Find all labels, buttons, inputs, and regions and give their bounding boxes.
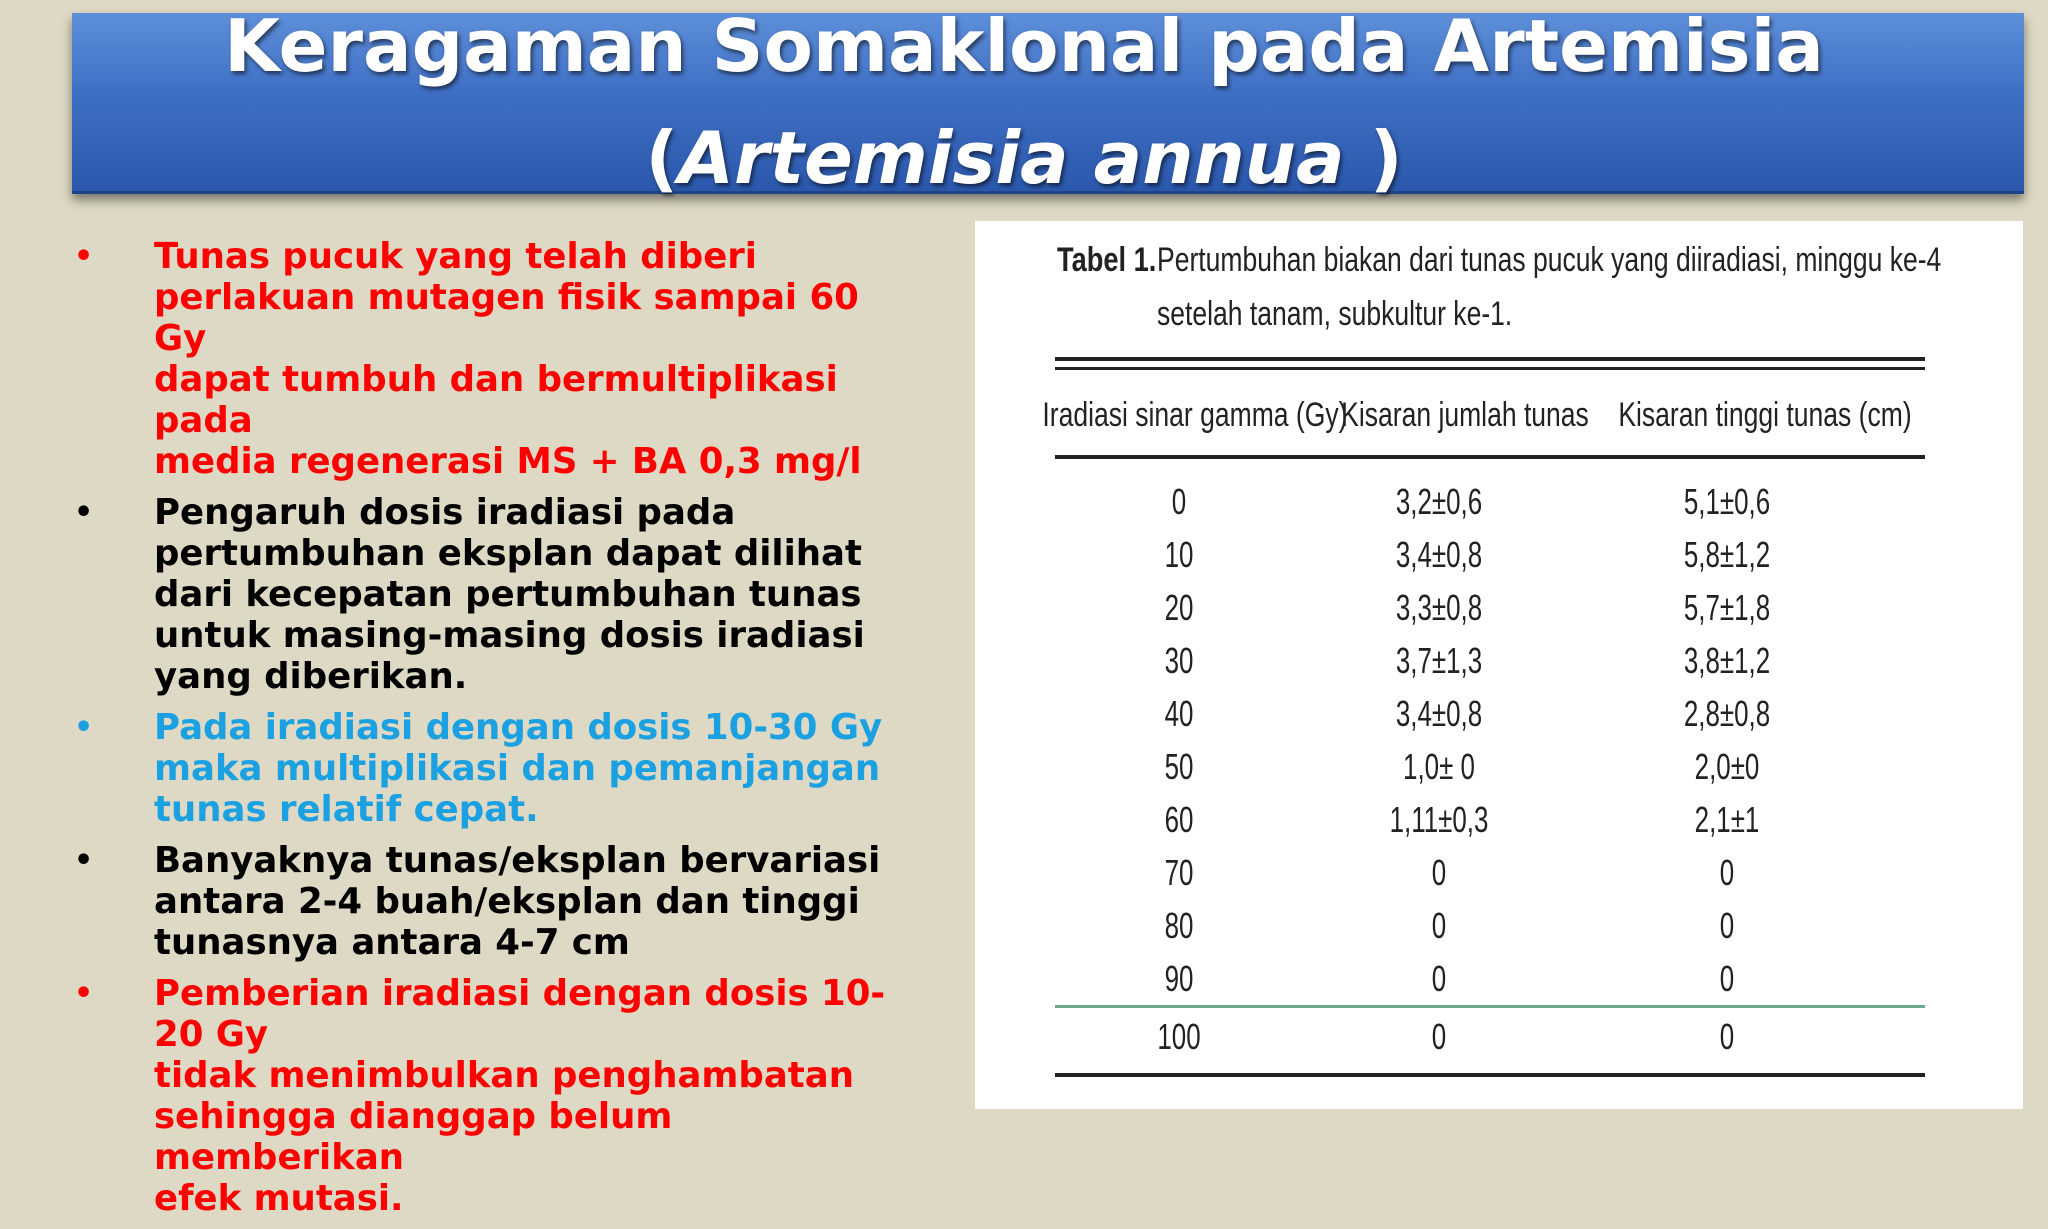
table-cell: 0: [1431, 958, 1447, 999]
table-cell: 0: [1431, 905, 1447, 946]
bullet-dot: •: [74, 710, 94, 745]
bullet-item-5: [70, 973, 920, 1219]
table-cell: 40: [1164, 693, 1194, 734]
bullet-text: Pemberian iradiasi dengan dosis 10-20 Gy tidak menimbulkan penghambatan sehingga dianggap belum memberikan efek mutasi.: [154, 973, 886, 1219]
table-top-rule-2: [1055, 367, 1925, 370]
title-paren-open: (: [645, 116, 679, 200]
table-cell: 2,1±1: [1694, 799, 1760, 840]
table-cell: 3,4±0,8: [1395, 534, 1483, 575]
bullet-dot: •: [74, 495, 94, 530]
table-cell: 0: [1719, 958, 1735, 999]
bullet-list: [70, 236, 920, 1229]
bullet-dot: •: [74, 976, 94, 1011]
bullet-dot: •: [74, 239, 94, 274]
table-header-dose: Iradiasi sinar gamma (Gy): [1042, 396, 1348, 434]
bullet-text: Banyaknya tunas/eksplan bervariasi antara 2-4 buah/eksplan dan tinggi tunasnya antara 4-7 cm: [154, 840, 881, 963]
slide-title-line-2: [0, 115, 2048, 201]
table-cell: 80: [1164, 905, 1194, 946]
table-cell: 30: [1164, 640, 1194, 681]
bullet-item-3: [70, 707, 920, 830]
table-image-panel: [975, 221, 2023, 1109]
table-cell: 0: [1431, 1016, 1447, 1057]
table-cell: 5,7±1,8: [1683, 587, 1771, 628]
table-cell: 3,4±0,8: [1395, 693, 1483, 734]
bullet-item-4: [70, 840, 920, 963]
table-cell: 5,1±0,6: [1683, 481, 1771, 522]
table-cell: 1,11±0,3: [1389, 799, 1489, 840]
bullet-text: Pengaruh dosis iradiasi pada pertumbuhan eksplan dapat dilihat dari kecepatan pertumbuhan tunas untuk masing-masing dosis iradiasi yang diberikan.: [154, 492, 865, 697]
bullet-item-1: [70, 236, 920, 482]
table-cell: 50: [1164, 746, 1194, 787]
table-caption-label: Tabel 1.: [1057, 241, 1157, 279]
table-cell: 2,8±0,8: [1683, 693, 1771, 734]
table-cell: 20: [1164, 587, 1194, 628]
table-cell: 3,3±0,8: [1395, 587, 1483, 628]
table-cell: 2,0±0: [1694, 746, 1760, 787]
table-cell: 0: [1431, 852, 1447, 893]
table-cell: 100: [1157, 1016, 1201, 1057]
table-separator-rule: [1055, 1005, 1925, 1008]
table-header-shoot-height: Kisaran tinggi tunas (cm): [1618, 396, 1912, 434]
table-cell: 1,0± 0: [1403, 746, 1475, 787]
table-cell: 5,8±1,2: [1683, 534, 1771, 575]
table-caption-line-1: Pertumbuhan biakan dari tunas pucuk yang diiradiasi, minggu ke-4: [1157, 241, 1942, 279]
table-top-rule: [1055, 357, 1925, 361]
table-cell: 3,2±0,6: [1395, 481, 1483, 522]
table-cell: 10: [1164, 534, 1194, 575]
table-cell: 0: [1719, 1016, 1735, 1057]
bullet-text: Pada iradiasi dengan dosis 10-30 Gy maka multiplikasi dan pemanjangan tunas relatif cepat.: [154, 707, 883, 830]
bullet-text: Tunas pucuk yang telah diberi perlakuan mutagen fisik sampai 60 Gy dapat tumbuh dan bermultiplikasi pada media regenerasi MS + BA 0,3 mg/l: [154, 236, 862, 482]
table-cell: 70: [1164, 852, 1194, 893]
bullet-dot: •: [74, 843, 94, 878]
slide-title-line-1: Keragaman Somaklonal pada Artemisia: [224, 4, 1824, 88]
bullet-item-2: [70, 492, 920, 697]
table-header-shoot-count: Kisaran jumlah tunas: [1341, 396, 1589, 434]
table-cell: 60: [1164, 799, 1194, 840]
table-cell: 90: [1164, 958, 1194, 999]
table-header-rule: [1055, 455, 1925, 459]
table-cell: 3,8±1,2: [1683, 640, 1771, 681]
table-cell: 3,7±1,3: [1395, 640, 1483, 681]
title-paren-close: ): [1344, 116, 1403, 200]
table-caption-line-2: setelah tanam, subkultur ke-1.: [1157, 295, 1513, 333]
table-bottom-rule: [1055, 1073, 1925, 1077]
table-cell: 0: [1719, 905, 1735, 946]
title-species-name: Artemisia annua: [678, 116, 1345, 200]
table-cell: 0: [1719, 852, 1735, 893]
table-cell: 0: [1171, 481, 1187, 522]
